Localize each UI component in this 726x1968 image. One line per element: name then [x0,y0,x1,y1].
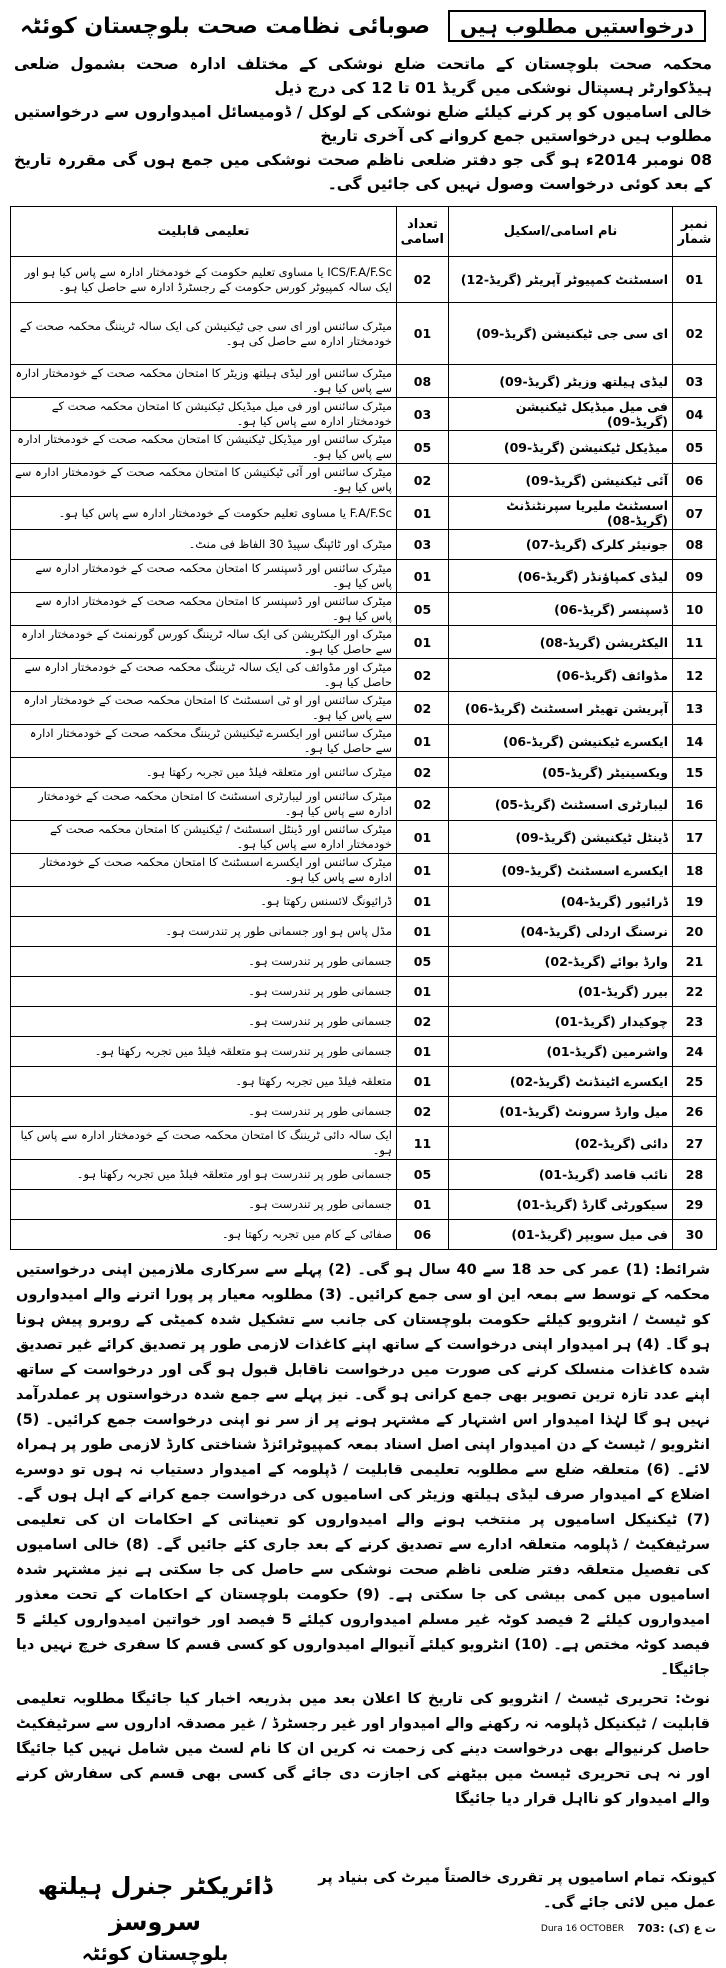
conditions-paragraph: شرائط: (1) عمر کی حد 18 سے 40 سال ہو گی۔ (2) پہلے سے سرکاری ملازمین اپنی درخواستیں محکمہ کے توسط سے بمعہ این او سی جمع کرائیں۔ (3) مطلوبہ معیار پر پورا اترنے والے امیدواروں کو ٹیسٹ / انٹرویو کیلئے حکومت بلوچستان کی جانب سے تشکیل شدہ کمیٹی کے روبرو پیش ہونا ہو گا۔ (4) ہر امیدوار اپنی درخواست کے ساتھ اپنے کاغذات لازمی طور پر تصدیق کرائے غیر تصدیق شدہ کاغذات منسلک کرنے کی صورت میں درخواست ناقابل قبول ہو گی اور درخواست کے ساتھ اپنے عدد تازہ ترین تصویر بھی جمع کرانی ہو گی۔ نیز پہلے سے جمع شدہ درخواستوں پر عملدرآمد نہیں ہو گا لہٰذا امیدوار اس اشتہار کے مشتہر ہونے پر از سر نو اپنی درخواست جمع کرائیں۔ (5) انٹرویو / ٹیسٹ کے دن امیدوار اپنی اصل اسناد بمعہ کمپیوٹرائزڈ شناختی کارڈ لازمی طور پر ہمراہ لائے۔ (6) متعلقہ ضلع سے مطلوبہ تعلیمی قابلیت / ڈپلومہ کے امیدوار دستیاب نہ ہوں تو دوسرے اضلاع کے امیدوار صرف لیڈی ہیلتھ وزیٹر کی اسامیوں کی درخواست جمع کرانے کے اہل ہوں گے۔ (7) ٹیکنیکل اسامیوں پر منتخب ہونے والے امیدواروں کو تعیناتی کے احکامات ان کی تعلیمی سرٹیفکیٹ / ڈپلومہ متعلقہ ادارے سے تصدیق کرنے کے بعد جاری کئے جائیں گے۔ (8) خالی اسامیوں کی تفصیل متعلقہ دفتر ضلعی ناظم صحت نوشکی سے حاصل کی جا سکتی ہے نیز مشتہر شدہ اسامیوں میں کمی بیشی کی جا سکتی ہے۔ (9) حکومت بلوچستان کے احکامات کے تحت معذور امیدواروں کیلئے 2 فیصد کوٹہ غیر مسلم امیدواروں کیلئے 5 فیصد اور خواتین امیدواروں کیلئے 5 فیصد کوٹہ مختص ہے۔ (10) انٹرویو کیلئے آنیوالے امیدواروں کو کسی قسم کا سفری خرچ نہیں دیا جائیگا۔ [16,1262,711,1678]
table-header-row [11,207,717,257]
qualification: میٹرک سائنس اور فی میل میڈیکل ٹیکنیشن کا امتحان محکمہ صحت کے خودمختار ادارہ سے پاس کیا ہو۔ [11,398,397,431]
post-count: 06 [397,1220,449,1250]
qualification: میٹرک سائنس اور لیڈی ہیلتھ وزیٹر کا امتحان محکمہ صحت کے خودمختار ادارہ سے پاس کیا ہو۔ [11,365,397,398]
post-name: لیڈی ہیلتھ وزیٹر (گریڈ-09) [449,365,673,398]
header-qualification: تعلیمی قابلیت [11,207,397,257]
table-row [11,1160,717,1190]
row-number: 27 [673,1127,717,1160]
qualification: میٹرک سائنس اور ایکسرے ٹیکنیشن ٹریننگ محکمہ صحت کے خودمختار ادارہ سے حاصل کیا ہو۔ [11,725,397,758]
header-num: نمبر شمار [673,207,717,257]
post-name: ڈسپنسر (گریڈ-06) [449,593,673,626]
intro-line: خالی اسامیوں کو پر کرنے کیلئے ضلع نوشکی کے لوکل / ڈومیسائل امیدواروں سے درخواستیں مطلوب ہیں درخواستیں جمع کروانے کی آخری تاریخ [14,103,712,145]
row-number: 17 [673,821,717,854]
post-count: 01 [397,887,449,917]
row-number: 16 [673,788,717,821]
qualification: جسمانی طور پر تندرست ہو اور متعلقہ فیلڈ میں تجربہ رکھتا ہو۔ [11,1160,397,1190]
post-name: فی میل سویپر (گریڈ-01) [449,1220,673,1250]
post-name: الیکٹریشن (گریڈ-08) [449,626,673,659]
qualification: جسمانی طور پر تندرست ہو۔ [11,1007,397,1037]
reference-number: ت ع (ک) :703 [637,1922,716,1935]
qualification: مڈل پاس ہو اور جسمانی طور پر تندرست ہو۔ [11,917,397,947]
table-row [11,530,717,560]
qualification: ICS/F.A/F.Sc یا مساوی تعلیم حکومت کے خودمختار ادارہ سے پاس کیا ہو اور ایک سالہ کمپیوٹر کورس حکومت کے رجسٹرڈ ادارہ سے حاصل کیا ہو۔ [11,257,397,303]
dura-code: Dura 16 OCTOBER [540,1924,624,1934]
post-name: دائی (گریڈ-02) [449,1127,673,1160]
table-row [11,1007,717,1037]
post-name: بیرر (گریڈ-01) [449,977,673,1007]
post-name: لیڈی کمپاؤنڈر (گریڈ-06) [449,560,673,593]
note-paragraph: نوٹ: تحریری ٹیسٹ / انٹرویو کی تاریخ کا اعلان بعد میں بذریعہ اخبار کیا جائیگا مطلوبہ تعلیمی قابلیت / ٹیکنیکل ڈپلومہ نہ رکھنے والے امیدوار اور غیر رجسٹرڈ / غیر مصدقہ اداروں سے سرٹیفکیٹ حاصل کرنیوالے بھی درخواست دینے کی زحمت نہ کریں ان کا نام لسٹ میں شامل نہیں کیا جائیگا اور نہ ہی تحریری ٹیسٹ میں بیٹھنے کی اجازت دی جائے گی کسی بھی قسم کی سفارش کرنے والے امیدوار کو نااہل قرار دیا جائیگا [16,1691,710,1807]
post-name: واشرمین (گریڈ-01) [449,1037,673,1067]
table-row [11,497,717,530]
row-number: 24 [673,1037,717,1067]
qualification: ایک سالہ دائی ٹریننگ کا امتحان محکمہ صحت کے خودمختار ادارہ سے پاس کیا ہو۔ [11,1127,397,1160]
post-name: جونیئر کلرک (گریڈ-07) [449,530,673,560]
row-number: 22 [673,977,717,1007]
row-number: 13 [673,692,717,725]
qualification: میٹرک اور مڈوائف کی ایک سالہ ٹریننگ محکمہ صحت کے خودمختار ادارہ سے حاصل کیا ہو۔ [11,659,397,692]
qualification: جسمانی طور پر تندرست ہو متعلقہ فیلڈ میں تجربہ رکھتا ہو۔ [11,1037,397,1067]
qualification: میٹرک اور ٹائپنگ سپیڈ 30 الفاظ فی منٹ۔ [11,530,397,560]
post-name: ایکسرے ٹیکنیشن (گریڈ-06) [449,725,673,758]
table-row [11,917,717,947]
post-name: آپریشن تھیٹر اسسٹنٹ (گریڈ-06) [449,692,673,725]
qualification: میٹرک سائنس اور متعلقہ فیلڈ میں تجربہ رکھتا ہو۔ [11,758,397,788]
table-row [11,977,717,1007]
qualification: متعلقہ فیلڈ میں تجربہ رکھتا ہو۔ [11,1067,397,1097]
post-count: 05 [397,1160,449,1190]
row-number: 12 [673,659,717,692]
table-row [11,887,717,917]
post-name: آئی ٹیکنیشن (گریڈ-09) [449,464,673,497]
post-count: 03 [397,398,449,431]
row-number: 01 [673,257,717,303]
table-row [11,593,717,626]
post-name: مڈوائف (گریڈ-06) [449,659,673,692]
post-count: 01 [397,303,449,365]
post-count: 02 [397,788,449,821]
row-number: 07 [673,497,717,530]
post-count: 03 [397,530,449,560]
table-row [11,1127,717,1160]
table-row [11,788,717,821]
post-name: ویکسینیٹر (گریڈ-05) [449,758,673,788]
row-number: 25 [673,1067,717,1097]
table-row [11,365,717,398]
table-row [11,257,717,303]
table-row [11,626,717,659]
table-row [11,821,717,854]
row-number: 06 [673,464,717,497]
intro-line: محکمہ صحت بلوچستان کے ماتحت ضلع نوشکی کے مختلف ادارہ صحت بشمول ضلعی ہیڈکوارٹر ہسپتال نوشکی میں گریڈ 01 تا 12 کی درج ذیل [14,55,712,97]
post-count: 02 [397,758,449,788]
qualification: ڈرائیونگ لائسنس رکھتا ہو۔ [11,887,397,917]
post-count: 08 [397,365,449,398]
post-name: ایکسرے اسسٹنٹ (گریڈ-09) [449,854,673,887]
qualification: میٹرک سائنس اور آئی ٹیکنیشن کا امتحان محکمہ صحت کے خودمختار ادارہ سے پاس کیا ہو۔ [11,464,397,497]
post-count: 01 [397,497,449,530]
row-number: 02 [673,303,717,365]
post-count: 01 [397,1067,449,1097]
post-name: فی میل میڈیکل ٹیکنیشن (گریڈ-09) [449,398,673,431]
row-number: 03 [673,365,717,398]
header [10,6,716,46]
post-count: 02 [397,1097,449,1127]
qualification: میٹرک سائنس اور ایکسرے اسسٹنٹ کا امتحان محکمہ صحت کے خودمختار ادارہ سے پاس کیا ہو۔ [11,854,397,887]
qualification: میٹرک سائنس اور ای سی جی ٹیکنیشن کی ایک سالہ ٹریننگ محکمہ صحت کے خودمختار ادارہ سے حاصل کی ہو۔ [11,303,397,365]
post-count: 05 [397,947,449,977]
post-name: نرسنگ اردلی (گریڈ-04) [449,917,673,947]
post-count: 01 [397,560,449,593]
row-number: 23 [673,1007,717,1037]
post-name: اسسٹنٹ کمپیوٹر آپریٹر (گریڈ-12) [449,257,673,303]
post-count: 02 [397,464,449,497]
qualification: صفائی کے کام میں تجربہ رکھتا ہو۔ [11,1220,397,1250]
signatory-location: بلوچستان کوئٹہ [81,1943,229,1965]
post-name: میل وارڈ سرونٹ (گریڈ-01) [449,1097,673,1127]
qualification: میٹرک سائنس اور او ٹی اسسٹنٹ کا امتحان محکمہ صحت کے خودمختار ادارہ سے پاس کیا ہو۔ [11,692,397,725]
post-name: نائب قاصد (گریڈ-01) [449,1160,673,1190]
intro-line: 08 نومبر 2014ء ہو گی جو دفتر ضلعی ناظم صحت نوشکی میں جمع ہوں گی مقررہ تاریخ کے بعد کوئی درخواست وصول نہیں کی جائیں گی۔ [14,151,712,193]
post-count: 01 [397,1037,449,1067]
post-count: 01 [397,854,449,887]
footer [10,1866,716,1965]
post-name: چوکیدار (گریڈ-01) [449,1007,673,1037]
row-number: 29 [673,1190,717,1220]
row-number: 05 [673,431,717,464]
post-count: 05 [397,431,449,464]
post-count: 11 [397,1127,449,1160]
post-count: 01 [397,626,449,659]
signatory-title: ڈائریکٹر جنرل ہیلتھ سروسز [37,1872,273,1936]
vacancies-table [10,206,717,1250]
qualification: F.A/F.Sc یا مساوی تعلیم حکومت کے خودمختار ادارہ سے پاس کیا ہو۔ [11,497,397,530]
qualification: جسمانی طور پر تندرست ہو۔ [11,977,397,1007]
post-count: 01 [397,977,449,1007]
qualification: میٹرک سائنس اور ڈینٹل اسسٹنٹ / ٹیکنیشن کا امتحان محکمہ صحت کے خودمختار ادارہ سے پاس کیا ہو۔ [11,821,397,854]
post-count: 02 [397,257,449,303]
post-name: سیکورٹی گارڈ (گریڈ-01) [449,1190,673,1220]
row-number: 26 [673,1097,717,1127]
header-post: نام اسامی/اسکیل [449,207,673,257]
post-count: 01 [397,1190,449,1220]
post-name: ڈرائیور (گریڈ-04) [449,887,673,917]
closing-text: کیونکہ تمام اسامیوں پر تقرری خالصتاً میرٹ کی بنیاد پر عمل میں لائی جائے گی۔ [318,1870,716,1911]
post-count: 01 [397,821,449,854]
row-number: 15 [673,758,717,788]
qualification: جسمانی طور پر تندرست ہو۔ [11,947,397,977]
row-number: 18 [673,854,717,887]
post-name: ای سی جی ٹیکنیشن (گریڈ-09) [449,303,673,365]
table-row [11,303,717,365]
table-row [11,398,717,431]
row-number: 10 [673,593,717,626]
row-number: 04 [673,398,717,431]
table-row [11,659,717,692]
qualification: میٹرک سائنس اور ڈسپنسر کا امتحان محکمہ صحت کے خودمختار ادارہ سے پاس کیا ہو۔ [11,560,397,593]
post-name: اسسٹنٹ ملیریا سپرنٹنڈنٹ (گریڈ-08) [449,497,673,530]
table-row [11,947,717,977]
post-count: 01 [397,725,449,758]
header-count: تعداد اسامی [397,207,449,257]
table-row [11,854,717,887]
row-number: 11 [673,626,717,659]
table-body [11,257,717,1250]
post-count: 02 [397,659,449,692]
row-number: 14 [673,725,717,758]
table-row [11,692,717,725]
post-count: 05 [397,593,449,626]
post-name: لیبارٹری اسسٹنٹ (گریڈ-05) [449,788,673,821]
row-number: 19 [673,887,717,917]
table-row [11,560,717,593]
signature-block [10,1868,300,1968]
post-name: ڈینٹل ٹیکنیشن (گریڈ-09) [449,821,673,854]
row-number: 28 [673,1160,717,1190]
table-row [11,431,717,464]
row-number: 09 [673,560,717,593]
applications-wanted-box: درخواستیں مطلوب ہیں [448,10,706,42]
qualification: جسمانی طور پر تندرست ہو۔ [11,1190,397,1220]
post-name: ایکسرے اٹینڈنٹ (گریڈ-02) [449,1067,673,1097]
table-row [11,1097,717,1127]
post-count: 01 [397,917,449,947]
qualification: میٹرک اور الیکٹریشن کی ایک سالہ ٹریننگ کورس گورنمنٹ کے خودمختار ادارہ سے حاصل کیا ہو۔ [11,626,397,659]
table-row [11,1220,717,1250]
table-row [11,1067,717,1097]
table-row [11,464,717,497]
row-number: 21 [673,947,717,977]
table-row [11,1190,717,1220]
intro-paragraph [14,52,712,196]
qualification: میٹرک سائنس اور ڈسپنسر کا امتحان محکمہ صحت کے خودمختار ادارہ سے پاس کیا ہو۔ [11,593,397,626]
post-count: 02 [397,692,449,725]
page-title: صوبائی نظامت صحت بلوچستان کوئٹہ [19,13,430,39]
row-number: 20 [673,917,717,947]
table-row [11,758,717,788]
post-count: 02 [397,1007,449,1037]
row-number: 08 [673,530,717,560]
qualification: جسمانی طور پر تندرست ہو۔ [11,1097,397,1127]
post-name: وارڈ بوائے (گریڈ-02) [449,947,673,977]
qualification: میٹرک سائنس اور لیبارٹری اسسٹنٹ کا امتحان محکمہ صحت کے خودمختار ادارہ سے پاس کیا ہو۔ [11,788,397,821]
row-number: 30 [673,1220,717,1250]
post-name: میڈیکل ٹیکنیشن (گریڈ-09) [449,431,673,464]
qualification: میٹرک سائنس اور میڈیکل ٹیکنیشن کا امتحان محکمہ صحت کے خودمختار ادارہ سے پاس کیا ہو۔ [11,431,397,464]
table-row [11,1037,717,1067]
table-row [11,725,717,758]
